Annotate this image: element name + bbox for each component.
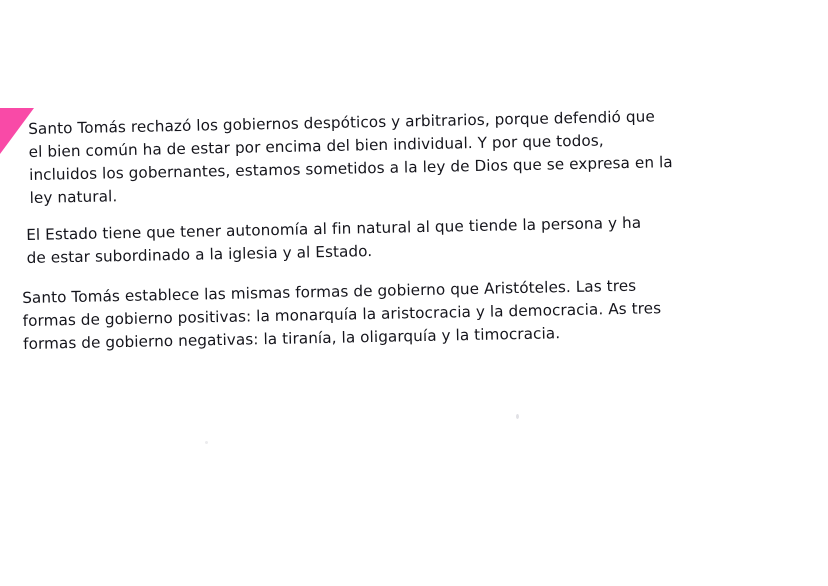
scan-speck bbox=[516, 414, 519, 419]
scan-speck bbox=[205, 441, 208, 444]
document-text-body bbox=[0, 107, 700, 364]
paragraph-3: Santo Tomás establece las mismas formas de gobierno que Aristóteles. Las tres formas de gobierno positivas: la monarquía la aristocracia y la democracia. As tres formas de gobierno negativas: la tiranía, la oligarquía y la timocracia. bbox=[22, 276, 662, 353]
paragraph-2: El Estado tiene que tener autonomía al fin natural al que tiende la persona y ha de estar subordinado a la iglesia y al Estado. bbox=[26, 214, 642, 268]
paragraph-1: Santo Tomás rechazó los gobiernos despóticos y arbitrarios, porque defendió que el bien común ha de estar por encima del bien individual. Y por que todos, incluidos los gobernantes, estamos sometidos a la ley de Dios que se expresa en la ley natural. bbox=[28, 107, 673, 208]
